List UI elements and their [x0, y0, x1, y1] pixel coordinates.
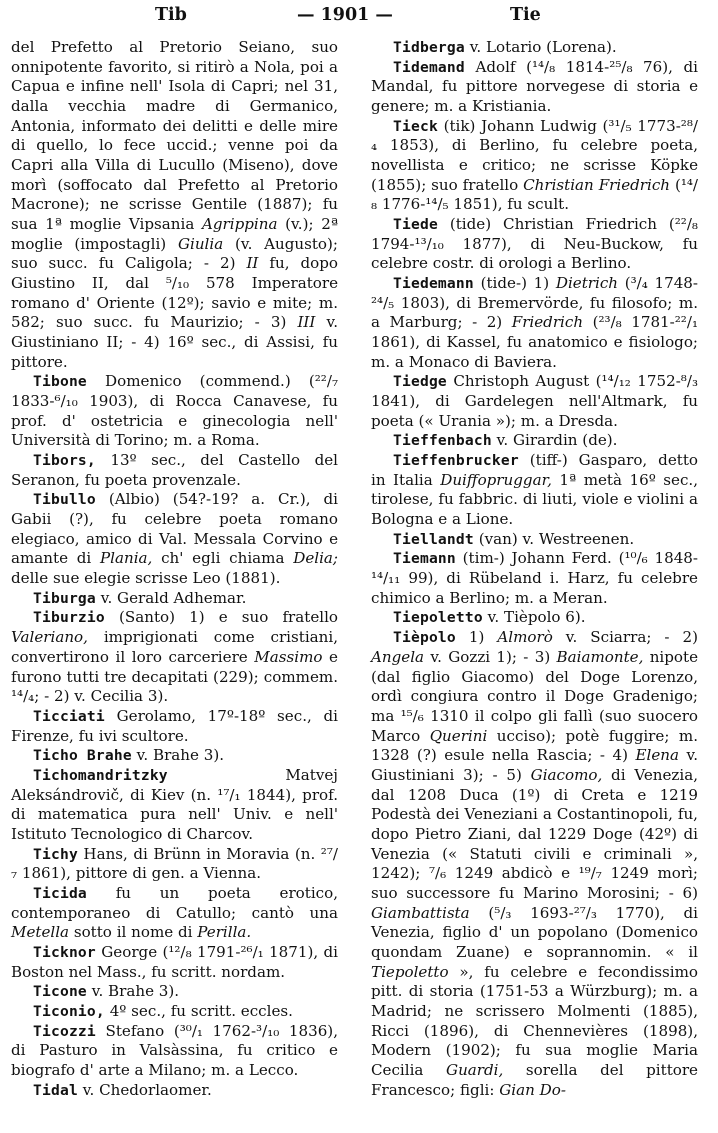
- entry-headword: Ticida: [33, 884, 87, 902]
- entry-text: sotto il nome di: [69, 923, 198, 942]
- entry-text: v. Lotario (Lorena).: [464, 38, 617, 56]
- entry-text: delle sue elegie scrisse Leo (1881).: [11, 569, 281, 588]
- dictionary-entry: [371, 372, 698, 431]
- entry-italic-text: Metella: [11, 923, 70, 942]
- entry-italic-text: Dietrich: [555, 274, 619, 293]
- entry-text: (Santo) 1) e suo fratello: [104, 608, 338, 627]
- entry-text: Domenico (commend.) (²²/₇ 1833-⁶/₁₀ 1903), di Rocca Canavese, fu prof. d' ostetricia e ginecologia nell' Università di Torino; m. a Roma.: [11, 372, 338, 450]
- entry-text: v. Gerald Adhemar.: [95, 588, 247, 607]
- dictionary-entry: [11, 372, 338, 451]
- entry-headword: Tiburga: [33, 589, 96, 607]
- entry-text: del Prefetto al Pretorio Seiano, suo onnipotente favorito, si ritirò a Nola, poi a Capua e infine nell' Isola di Capri; nel 31, dalla vecchia madre di Germanico, Antonia, informato dei delitti e delle mire di quello, lo fece uccid.; venne poi da Capri alla Villa di Lucullo (Miseno), dove morì (soffocato dal Prefetto al Pretorio Macrone); ne scrisse Gentile (1887); fu sua 1ª moglie Vipsania: [11, 38, 338, 234]
- entry-italic-text: Duiffopruggar,: [440, 470, 552, 489]
- entry-italic-text: Tiepoletto: [371, 962, 449, 981]
- entry-italic-text: Agrippina: [202, 215, 278, 234]
- entry-italic-text: Massimo: [254, 647, 323, 666]
- dictionary-entry: [11, 943, 338, 982]
- page-number: — 1901 —: [297, 5, 393, 25]
- entry-text: v. Gozzi 1); - 3): [424, 647, 557, 666]
- entry-headword: Ticciati: [33, 707, 105, 725]
- left-column: [11, 38, 338, 1100]
- entry-text: (tik) Johann Ludwig (³¹/₅ 1773-²⁸/₄ 1853), di Berlino, fu celebre poeta, novellista e critico; ne scrisse Köpke (1855); suo fratello: [371, 116, 698, 194]
- entry-headword: Ticho Brahe: [33, 747, 132, 765]
- entry-text: v. Giustiniano II; - 4) 16º sec., di Assisi, fu pittore.: [11, 313, 338, 371]
- entry-headword: Ticozzi: [33, 1022, 96, 1040]
- dictionary-entry: [371, 58, 698, 117]
- dictionary-entry: [11, 1022, 338, 1081]
- entry-text: (¹⁴/₈ 1776-¹⁴/₅ 1851), fu scult.: [371, 175, 699, 214]
- entry-text: (²³/₈ 1781-²²/₁ 1861), di Kassel, fu anatomico e fisiologo; m. a Monaco di Baviera.: [371, 313, 698, 371]
- entry-text: (tiff-) Gasparo, detto in Italia: [371, 451, 698, 489]
- entry-headword: Ticone: [33, 983, 87, 1001]
- entry-headword: Tièpolo: [393, 629, 456, 647]
- entry-headword: Tidal: [33, 1081, 78, 1099]
- dictionary-entry: [11, 589, 338, 609]
- entry-headword: Ticknor: [33, 943, 96, 961]
- entry-text: e furono tutti tre decapitati (229); commem. ¹⁴/₄; - 2) v. Cecilia 3).: [11, 647, 338, 706]
- dictionary-entry: [11, 845, 338, 884]
- entry-italic-text: Giacomo,: [530, 765, 603, 784]
- dictionary-entry: [11, 608, 338, 706]
- entry-headword: Tichomandritzky: [33, 766, 168, 784]
- entry-headword: Tiedge: [393, 373, 447, 391]
- entry-italic-text: Christian Friedrich: [523, 175, 671, 194]
- entry-text: George (¹²/₈ 1791-²⁶/₁ 1871), di Boston nel Mass., fu scritt. nordam.: [11, 942, 338, 981]
- entry-italic-text: Angela: [371, 647, 425, 666]
- entry-italic-text: Querini: [429, 726, 488, 745]
- entry-text: imprigionati come cristiani, convertirono il loro carceriere: [11, 628, 338, 666]
- entry-text: », fu celebre e fecondissimo pitt. di storia (1751-53 a Würzburg); m. a Madrid; ne scrissero Molmenti (1885), Ricci (1896), di Chennevières (1898), Modern (1902); fu sua moglie Maria Cecilia: [371, 962, 698, 1079]
- entry-headword: Tiemann: [393, 550, 456, 568]
- dictionary-entry: [11, 766, 338, 845]
- dictionary-entry: [11, 451, 338, 490]
- entry-headword: Tidemand: [393, 58, 465, 76]
- entry-text: 1ª metà 16º sec., tirolese, fu fabbric. di liuti, viole e violini a Bologna e a Lione.: [371, 470, 699, 529]
- entry-text: Christoph August (¹⁴/₁₂ 1752-⁸/₃ 1841), di Gardelegen nell'Altmark, fu poeta (« Urania »); m. a Dresda.: [371, 372, 698, 430]
- entry-text: Matvej Aleksándrovič, di Kiev (n. ¹⁷/₁ 1844), prof. di matematica pura nell' Univ. e nell' Istituto Tecnologico di Charcov.: [11, 765, 338, 843]
- entry-text: Gerolamo, 17º-18º sec., di Firenze, fu ivi scultore.: [11, 706, 338, 745]
- header-left-guideword: Tib: [155, 5, 187, 25]
- dictionary-entry: [371, 549, 698, 608]
- dictionary-entry: [11, 884, 338, 943]
- entry-headword: Tiburzio: [33, 609, 105, 627]
- entry-italic-text: Delia;: [293, 549, 338, 568]
- entry-italic-text: Plania,: [100, 549, 153, 568]
- entry-text: (v.); 2ª moglie (impostagli): [11, 215, 338, 253]
- entry-italic-text: Gian Do-: [499, 1080, 566, 1099]
- continued-entry: [11, 38, 338, 372]
- entry-italic-text: Guardi,: [446, 1060, 504, 1079]
- entry-text: fu un poeta erotico, contemporaneo di Catullo; cantò una: [11, 883, 338, 922]
- dictionary-entry: [371, 608, 698, 628]
- entry-text: v. Giustiniani 3); - 5): [371, 746, 698, 784]
- dictionary-entry: [11, 1002, 338, 1022]
- entry-text: 13º sec., del Castello del Seranon, fu poeta provenzale.: [11, 451, 338, 489]
- entry-text: 1): [455, 628, 498, 647]
- entry-text: v. Brahe 3).: [131, 746, 225, 765]
- entry-text: sorella del pittore Francesco; figli:: [371, 1060, 698, 1099]
- entry-headword: Tieffenbach: [393, 432, 492, 450]
- dictionary-entry: [11, 490, 338, 588]
- entry-headword: Tieck: [393, 117, 438, 135]
- dictionary-entry: [371, 38, 698, 58]
- dictionary-entry: [11, 707, 338, 746]
- entry-headword: Tiepoletto: [393, 609, 483, 627]
- header-right-guideword: Tie: [510, 5, 541, 25]
- dictionary-entry: [371, 530, 698, 550]
- entry-text: 4º sec., fu scritt. eccles.: [104, 1001, 293, 1020]
- entry-italic-text: Almorò: [497, 628, 553, 647]
- entry-text: fu, dopo Giustino II, dal ⁵/₁₀ 578 Imperatore romano d' Oriente (12º); savio e mite; m. 582; suo succ. fu Maurizio; - 3): [11, 254, 339, 332]
- entry-headword: Ticonio,: [33, 1002, 105, 1020]
- dictionary-entry: [371, 274, 698, 372]
- dictionary-entry: [371, 117, 698, 215]
- entry-text: (Albio) (54?-19? a. Cr.), di Gabii (?), fu celebre poeta romano elegiaco, amico di Val. Messala Corvino e amante di: [11, 490, 338, 568]
- entry-headword: Tiellandt: [393, 530, 474, 548]
- entry-italic-text: Valeriano,: [11, 628, 88, 647]
- entry-headword: Tibors,: [33, 452, 96, 470]
- entry-headword: Tiede: [393, 216, 438, 234]
- entry-text: v. Girardin (de).: [491, 431, 618, 450]
- right-column: [371, 38, 698, 1100]
- entry-text: (tim-) Johann Ferd. (¹⁰/₆ 1848-¹⁴/₁₁ 99), di Rübeland i. Harz, fu celebre chimico a Berlino; m. a Meran.: [371, 549, 698, 607]
- page-header: [0, 5, 718, 27]
- entry-text: v. Brahe 3).: [86, 982, 180, 1001]
- entry-text: nipote (dal figlio Giacomo) del Doge Lorenzo, ordì congiura contro il Doge Gradenigo; ma ¹⁵/₆ 1310 il colpo gli fallì (suo suocero Marco: [371, 647, 699, 745]
- entry-text: v. Tièpolo 6).: [482, 608, 586, 627]
- entry-italic-text: Perilla.: [197, 923, 252, 942]
- entry-italic-text: Giambattista: [371, 903, 470, 922]
- entry-headword: Tibone: [33, 373, 87, 391]
- entry-text: v. Sciarra; - 2): [552, 628, 699, 647]
- entry-text: (tide) Christian Friedrich (²²/₈ 1794-¹³/₁₀ 1877), di Neu-Buckow, fu celebre costr. di orologi a Berlino.: [371, 215, 698, 273]
- entry-text: Adolf (¹⁴/₈ 1814-²⁵/₈ 76), di Mandal, fu pittore norvegese di storia e genere; m. a Kristiania.: [371, 57, 698, 116]
- entry-headword: Tichy: [33, 845, 78, 863]
- dictionary-entry: [371, 451, 698, 530]
- dictionary-entry: [11, 746, 338, 766]
- dictionary-entry: [11, 1081, 338, 1101]
- entry-italic-text: II: [246, 254, 259, 273]
- entry-headword: Tiedemann: [393, 275, 474, 293]
- dictionary-entry: [371, 431, 698, 451]
- entry-italic-text: Elena: [635, 746, 679, 765]
- entry-headword: Tidberga: [393, 39, 465, 56]
- entry-text: (³/₄ 1748-²⁴/₅ 1803), di Bremervörde, fu filosofo; m. a Marburg; - 2): [371, 274, 699, 332]
- entry-italic-text: Friedrich: [511, 313, 584, 332]
- entry-text: (⁵/₃ 1693-²⁷/₃ 1770), di Venezia, figlio d' un popolano (Domenico quondam Zuane) e soprannomin. « il: [371, 903, 698, 961]
- entry-text: Hans, di Brünn in Moravia (n. ²⁷/₇ 1861), pittore di gen. a Vienna.: [11, 844, 338, 883]
- entry-headword: Tibullo: [33, 491, 96, 509]
- dictionary-entry: [371, 215, 698, 274]
- entry-text: (v. Augusto); suo succ. fu Caligola; - 2): [11, 234, 338, 273]
- entry-text: ch' egli chiama: [152, 549, 294, 568]
- entry-italic-text: Baiamonte,: [556, 647, 644, 666]
- entry-text: v. Chedorlaomer.: [77, 1080, 212, 1099]
- entry-text: (van) v. Westreenen.: [473, 529, 635, 548]
- entry-text: ucciso); potè fuggire; m. 1328 (?) esule nella Rascia; - 4): [371, 726, 698, 765]
- entry-text: di Venezia, dal 1208 Duca (1º) di Creta e 1219 Podestà dei Veneziani a Costantinopoli, fu, dopo Pietro Ziani, dal 1229 Doge (42º) di Venezia (« Statuti civili e criminali », 1242); ⁷/₆ 1249 abdicò e ¹⁹/₇ 1249 morì; suo successore fu Marino Morosini; - 6): [371, 765, 698, 902]
- dictionary-entry: [11, 982, 338, 1002]
- entry-italic-text: III: [297, 313, 316, 332]
- entry-text: (tide-) 1): [473, 274, 556, 293]
- entry-text: Stefano (³⁰/₁ 1762-³/₁₀ 1836), di Pasturo in Valsàssina, fu critico e biografo d' arte a Milano; m. a Lecco.: [11, 1021, 338, 1079]
- dictionary-entry: [371, 628, 698, 1100]
- entry-italic-text: Giulia: [177, 234, 224, 253]
- entry-headword: Tieffenbrucker: [393, 452, 519, 470]
